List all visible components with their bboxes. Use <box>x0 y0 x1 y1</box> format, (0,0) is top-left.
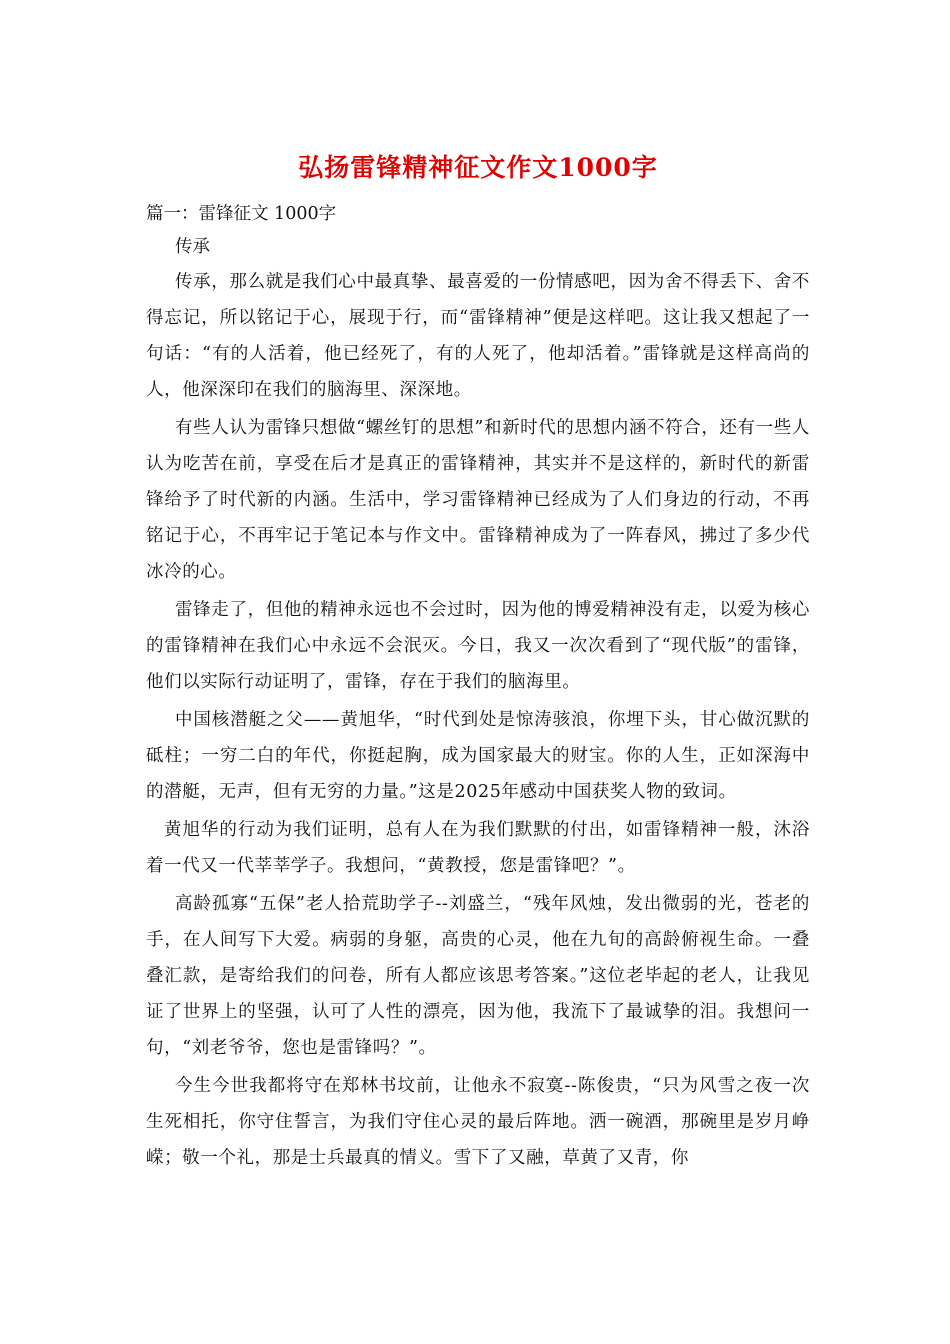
paragraph-6: 高龄孤寡“五保”老人拾荒助学子--刘盛兰，“残年风烛，发出微弱的光，苍老的手，在人间写下大爱。病弱的身躯，高贵的心灵，他在九旬的高龄俯视生命。一叠叠汇款，是寄给我们的问卷，所有人都应该思考答案。”这位老毕起的老人，让我见证了世界上的坚强，认可了人性的漂亮，因为他，我流下了最诚挚的泪。我想问一句，“刘老爷爷，您也是雷锋吗？”。 <box>146 894 810 1058</box>
paragraph-4: 中国核潜艇之父——黄旭华，“时代到处是惊涛骇浪，你埋下头，甘心做沉默的砥柱；一穷二白的年代，你挺起胸，成为国家最大的财宝。你的人生，正如深海中的潜艇，无声，但有无穷的力量。”这是2025年感动中国获奖人物的致词。 <box>146 710 810 802</box>
document-title: 弘扬雷锋精神征文作文1000字 <box>298 153 658 182</box>
paragraph-5: 黄旭华的行动为我们证明，总有人在为我们默默的付出，如雷锋精神一般，沐浴着一代又一代莘莘学子。我想问，“黄教授，您是雷锋吧？”。 <box>146 820 810 876</box>
paragraph-3: 雷锋走了，但他的精神永远也不会过时，因为他的博爱精神没有走，以爱为核心的雷锋精神在我们心中永远不会泯灭。今日，我又一次次看到了“现代版”的雷锋，他们以实际行动证明了，雷锋，存在于我们的脑海里。 <box>146 600 810 692</box>
document-body <box>146 148 810 1178</box>
paragraph-1: 传承，那么就是我们心中最真挚、最喜爱的一份情感吧，因为舍不得丢下、舍不得忘记，所以铭记于心，展现于行，而“雷锋精神”便是这样吧。这让我又想起了一句话：“有的人活着，他已经死了，有的人死了，他却活着。”雷锋就是这样高尚的人，他深深印在我们的脑海里、深深地。 <box>146 272 810 400</box>
subheading: 传承 <box>175 237 210 257</box>
paragraph-7: 今生今世我都将守在郑林书坟前，让他永不寂寞--陈俊贵，“只为风雪之夜一次生死相托，你守住誓言，为我们守住心灵的最后阵地。洒一碗酒，那碗里是岁月峥嵘；敬一个礼，那是士兵最真的情义。雪下了又融，草黄了又青，你 <box>146 1076 810 1168</box>
paragraph-2: 有些人认为雷锋只想做“螺丝钉的思想”和新时代的思想内涵不符合，还有一些人认为吃苦在前，享受在后才是真正的雷锋精神，其实并不是这样的，新时代的新雷锋给予了时代新的内涵。生活中，学习雷锋精神已经成为了人们身边的行动，不再铭记于心，不再牢记于笔记本与作文中。雷锋精神成为了一阵春风，拂过了多少代冰冷的心。 <box>146 418 810 582</box>
section-heading: 篇一：雷锋征文 1000字 <box>146 204 337 224</box>
